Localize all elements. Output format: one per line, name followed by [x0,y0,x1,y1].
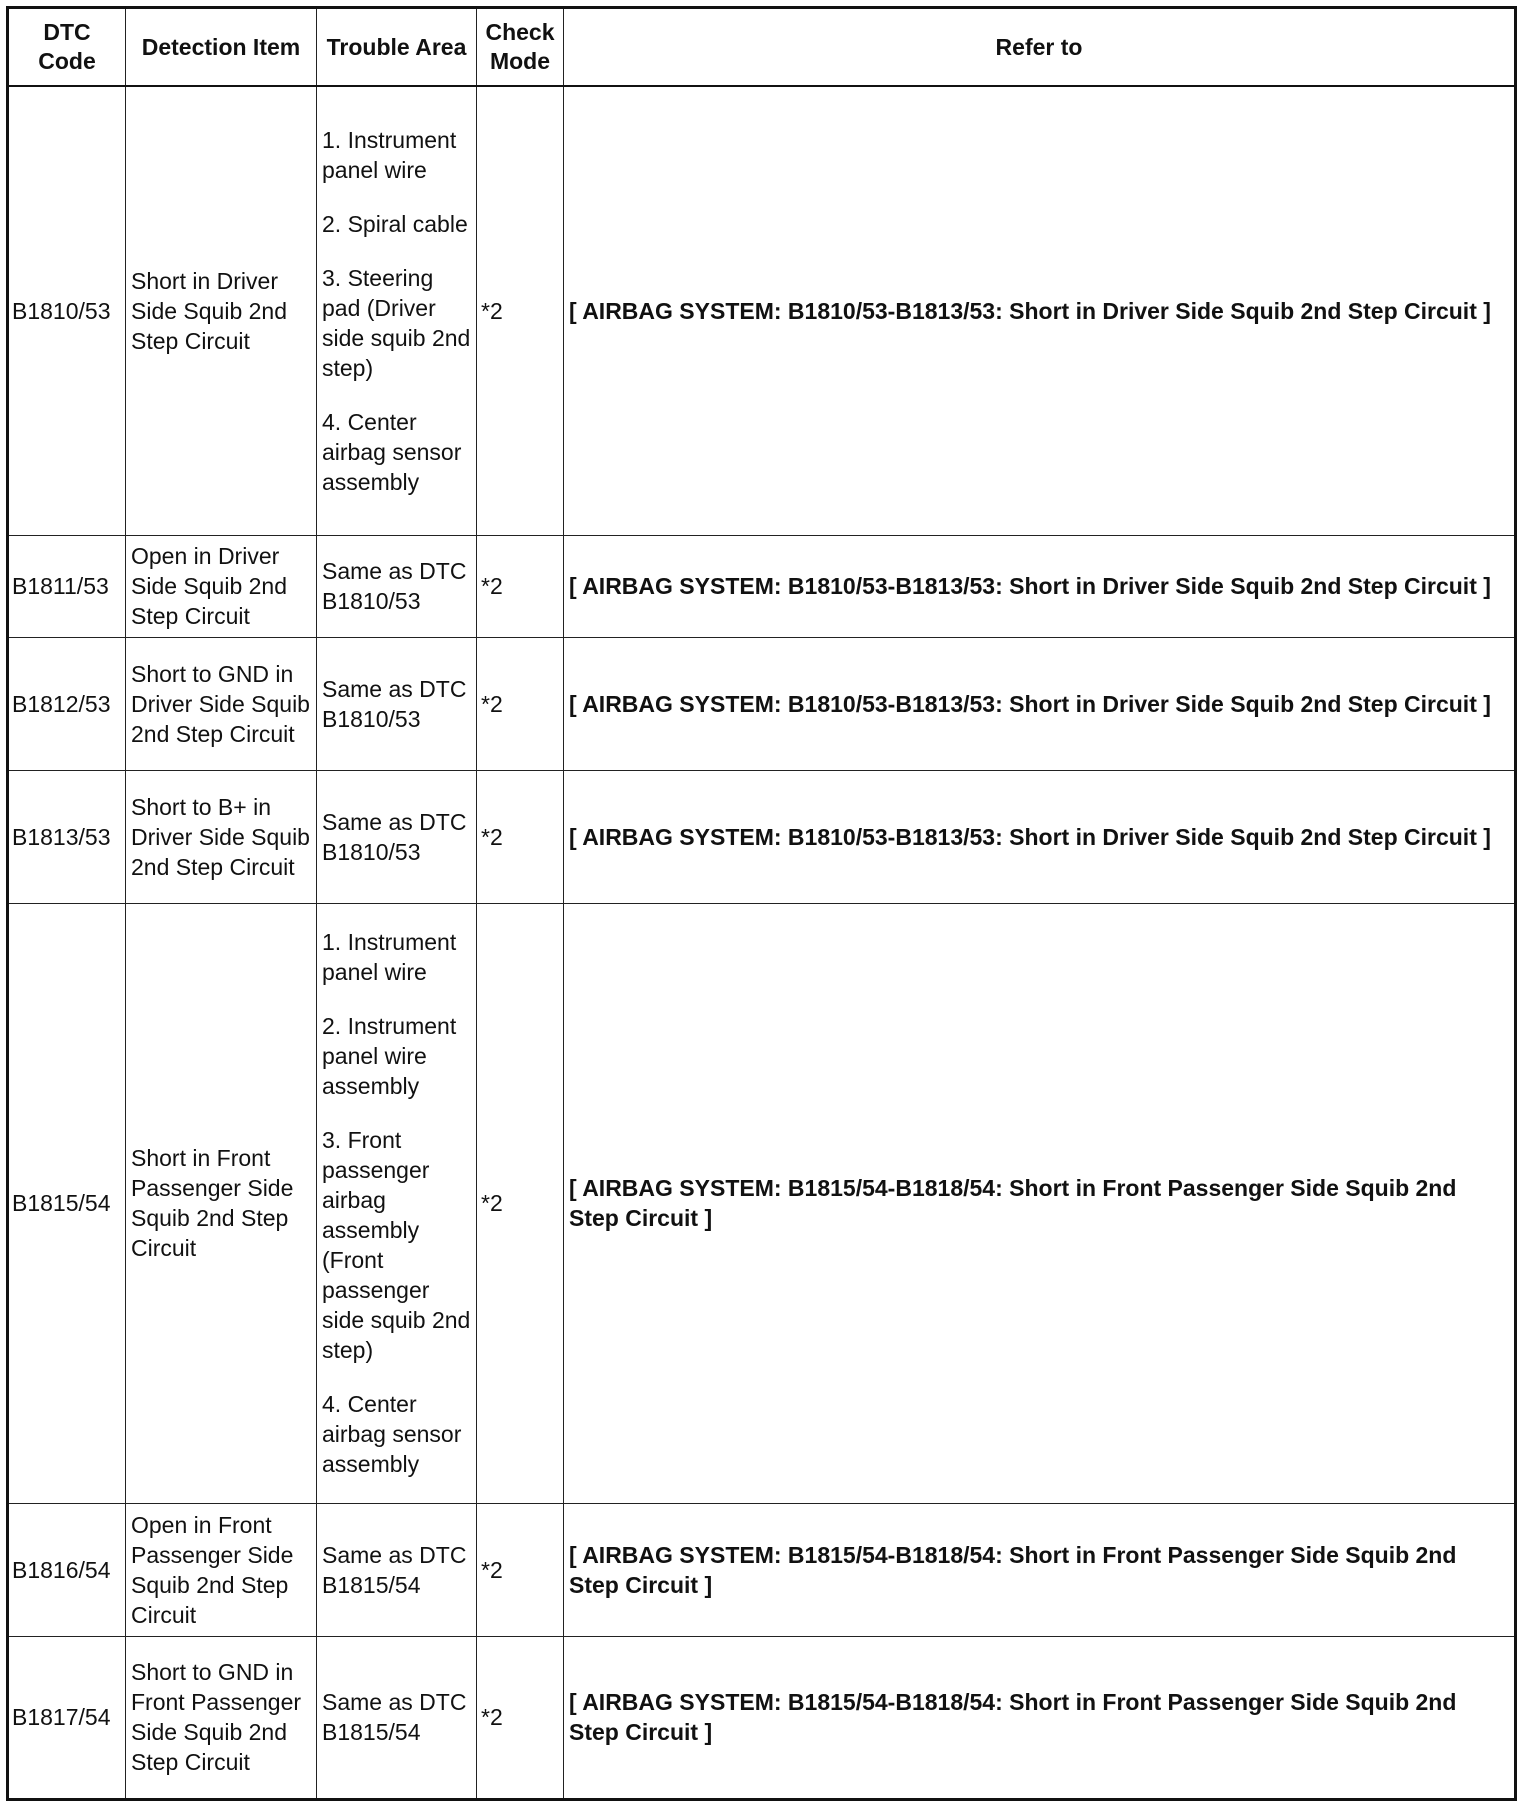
check-mode-cell: *2 [477,1636,564,1799]
check-mode-cell: *2 [477,535,564,637]
trouble-area-cell: Same as DTC B1810/53 [317,637,477,770]
table-row [8,770,1516,903]
refer-to-link[interactable]: [ AIRBAG SYSTEM: B1810/53-B1813/53: Short in Driver Side Squib 2nd Step Circuit ] [564,637,1516,770]
refer-to-link[interactable]: [ AIRBAG SYSTEM: B1810/53-B1813/53: Short in Driver Side Squib 2nd Step Circuit ] [564,535,1516,637]
table-row [8,86,1516,535]
check-mode-cell: *2 [477,903,564,1503]
trouble-area-item: 2. Spiral cable [322,210,468,237]
dtc-code-cell: B1817/54 [8,1636,126,1799]
trouble-area-item: 3. Steering pad (Driver side squib 2nd step) [322,264,471,381]
table-row [8,1503,1516,1636]
detection-item-cell: Short to GND in Driver Side Squib 2nd Step Circuit [126,637,317,770]
trouble-area-item: 1. Instrument panel wire [322,126,457,183]
trouble-area-item: 1. Instrument panel wire [322,929,457,985]
check-mode-cell: *2 [477,86,564,535]
dtc-table [6,6,1517,1801]
detection-item-cell: Open in Driver Side Squib 2nd Step Circuit [126,535,317,637]
dtc-code-cell: B1815/54 [8,903,126,1503]
detection-item-cell: Open in Front Passenger Side Squib 2nd Step Circuit [126,1503,317,1636]
refer-to-link[interactable]: [ AIRBAG SYSTEM: B1815/54-B1818/54: Short in Front Passenger Side Squib 2nd Step Circuit ] [564,1636,1516,1799]
refer-to-link[interactable]: [ AIRBAG SYSTEM: B1815/54-B1818/54: Short in Front Passenger Side Squib 2nd Step Circuit ] [564,903,1516,1503]
dtc-code-cell: B1812/53 [8,637,126,770]
header-detection-item: Detection Item [126,8,317,87]
trouble-area-cell: Same as DTC B1815/54 [317,1636,477,1799]
trouble-area-cell [317,903,477,1503]
refer-to-link[interactable]: [ AIRBAG SYSTEM: B1815/54-B1818/54: Short in Front Passenger Side Squib 2nd Step Circuit ] [564,1503,1516,1636]
refer-to-link[interactable]: [ AIRBAG SYSTEM: B1810/53-B1813/53: Short in Driver Side Squib 2nd Step Circuit ] [564,86,1516,535]
dtc-code-cell: B1810/53 [8,86,126,535]
detection-item-cell: Short in Front Passenger Side Squib 2nd Step Circuit [126,903,317,1503]
dtc-code-cell: B1813/53 [8,770,126,903]
detection-item-cell: Short in Driver Side Squib 2nd Step Circuit [126,86,317,535]
trouble-area-cell: Same as DTC B1810/53 [317,535,477,637]
header-dtc-code: DTC Code [8,8,126,87]
header-check-mode: Check Mode [477,8,564,87]
header-refer-to: Refer to [564,8,1516,87]
table-row [8,535,1516,637]
trouble-area-item: 4. Center airbag sensor assembly [322,408,462,495]
table-row [8,1636,1516,1799]
table-header-row [8,8,1516,87]
trouble-area-item: 2. Instrument panel wire assembly [322,1013,457,1099]
dtc-code-cell: B1816/54 [8,1503,126,1636]
trouble-area-cell: Same as DTC B1810/53 [317,770,477,903]
check-mode-cell: *2 [477,637,564,770]
trouble-area-cell: Same as DTC B1815/54 [317,1503,477,1636]
refer-to-link[interactable]: [ AIRBAG SYSTEM: B1810/53-B1813/53: Short in Driver Side Squib 2nd Step Circuit ] [564,770,1516,903]
trouble-area-item: 4. Center airbag sensor assembly [322,1391,462,1477]
detection-item-cell: Short to GND in Front Passenger Side Squib 2nd Step Circuit [126,1636,317,1799]
detection-item-cell: Short to B+ in Driver Side Squib 2nd Step Circuit [126,770,317,903]
table-row [8,637,1516,770]
dtc-table-container [6,6,1517,1801]
trouble-area-item: 3. Front passenger airbag assembly (Front passenger side squib 2nd step) [322,1127,471,1363]
trouble-area-cell [317,86,477,535]
check-mode-cell: *2 [477,770,564,903]
header-trouble-area: Trouble Area [317,8,477,87]
table-row [8,903,1516,1503]
check-mode-cell: *2 [477,1503,564,1636]
dtc-code-cell: B1811/53 [8,535,126,637]
